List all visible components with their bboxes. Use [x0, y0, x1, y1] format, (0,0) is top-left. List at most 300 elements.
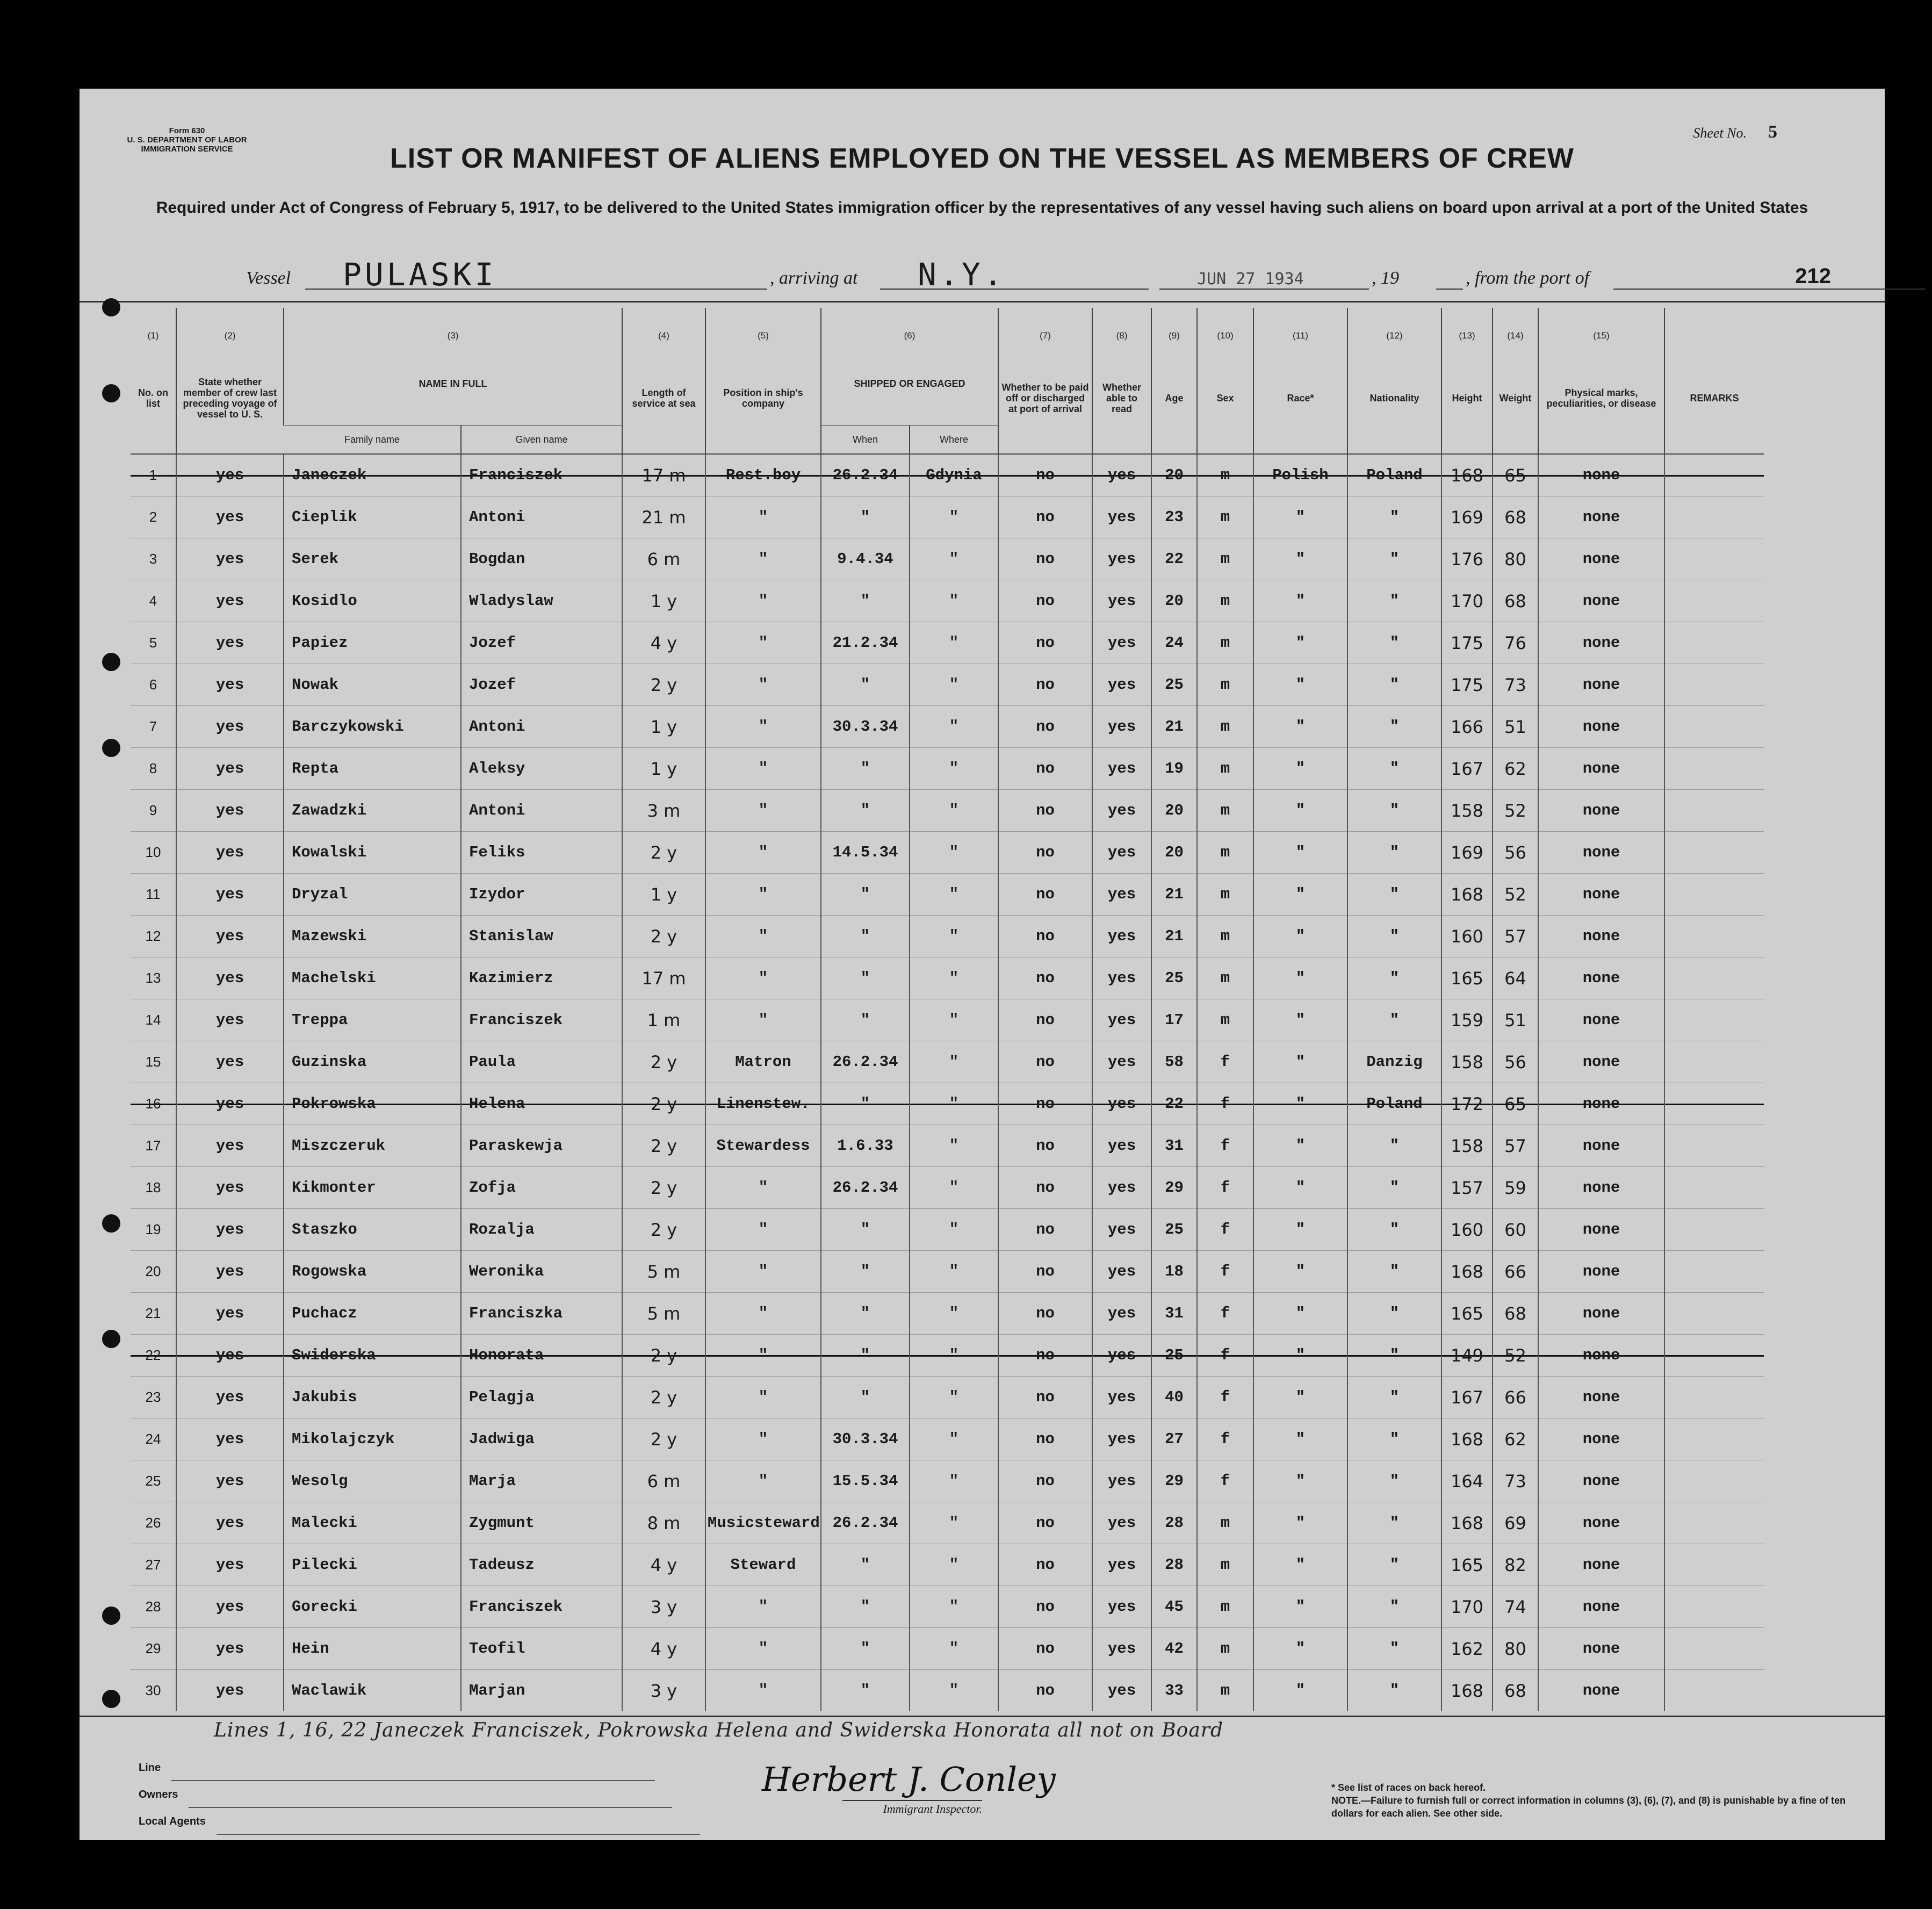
- length-of-service-cell: 3 m: [622, 790, 705, 832]
- paid-off-cell: no: [998, 1377, 1092, 1418]
- nationality-cell: ": [1347, 1335, 1441, 1377]
- sex-cell: f: [1197, 1418, 1253, 1460]
- agents-label: Local Agents: [139, 1816, 206, 1827]
- position-cell: Steward: [705, 1544, 821, 1586]
- nationality-cell: ": [1347, 1377, 1441, 1418]
- race-cell: ": [1253, 1544, 1347, 1586]
- row-number-cell: 14: [131, 999, 176, 1041]
- age-cell: 29: [1151, 1167, 1197, 1209]
- height-cell: 169: [1441, 496, 1493, 538]
- age-cell: 21: [1151, 916, 1197, 957]
- given-name-cell: Stanislaw: [461, 916, 622, 957]
- weight-cell: 65: [1493, 1083, 1538, 1125]
- date-stamp: JUN 27 1934: [1197, 270, 1304, 289]
- physical-marks-cell: none: [1538, 454, 1664, 496]
- shipped-where-cell: ": [910, 622, 998, 664]
- position-cell: ": [705, 999, 821, 1041]
- punch-hole: [102, 1214, 120, 1233]
- table-row: [131, 454, 1764, 496]
- agents-field: [139, 1808, 700, 1835]
- table-row: [131, 1293, 1764, 1335]
- sex-cell: m: [1197, 664, 1253, 706]
- weight-cell: 80: [1493, 538, 1538, 580]
- row-number-cell: 20: [131, 1251, 176, 1293]
- able-to-read-cell: yes: [1092, 454, 1151, 496]
- physical-marks-cell: none: [1538, 706, 1664, 748]
- height-cell: 162: [1441, 1628, 1493, 1670]
- remarks-cell: [1664, 957, 1764, 999]
- shipped-where-cell: ": [910, 706, 998, 748]
- shipped-where-cell: ": [910, 916, 998, 957]
- header-race: Race*: [1253, 342, 1347, 454]
- header-weight: Weight: [1493, 342, 1538, 454]
- physical-marks-cell: none: [1538, 748, 1664, 790]
- shipped-where-cell: ": [910, 1083, 998, 1125]
- shipped-where-cell: ": [910, 1544, 998, 1586]
- shipped-where-cell: ": [910, 1502, 998, 1544]
- col-num-2: (2): [176, 308, 284, 342]
- position-cell: ": [705, 790, 821, 832]
- remarks-cell: [1664, 1209, 1764, 1251]
- family-name-cell: Guzinska: [284, 1041, 461, 1083]
- position-cell: ": [705, 706, 821, 748]
- sex-cell: f: [1197, 1167, 1253, 1209]
- sex-cell: f: [1197, 1293, 1253, 1335]
- paid-off-cell: no: [998, 1293, 1092, 1335]
- nationality-cell: ": [1347, 1502, 1441, 1544]
- physical-marks-cell: none: [1538, 1251, 1664, 1293]
- col-num-13: (13): [1441, 308, 1493, 342]
- sheet-number: [1693, 122, 1777, 142]
- age-cell: 23: [1151, 496, 1197, 538]
- shipped-where-cell: ": [910, 1335, 998, 1377]
- length-of-service-cell: 2 y: [622, 664, 705, 706]
- race-cell: ": [1253, 748, 1347, 790]
- age-cell: 58: [1151, 1041, 1197, 1083]
- paid-off-cell: no: [998, 622, 1092, 664]
- height-cell: 170: [1441, 580, 1493, 622]
- owners-field: [139, 1781, 700, 1808]
- length-of-service-cell: 17 m: [622, 957, 705, 999]
- nationality-cell: ": [1347, 1460, 1441, 1502]
- height-cell: 165: [1441, 957, 1493, 999]
- weight-cell: 80: [1493, 1628, 1538, 1670]
- column-header-row: [131, 342, 1764, 426]
- race-cell: ": [1253, 1293, 1347, 1335]
- physical-marks-cell: none: [1538, 1377, 1664, 1418]
- given-name-cell: Aleksy: [461, 748, 622, 790]
- nationality-cell: ": [1347, 999, 1441, 1041]
- crew-status-cell: yes: [176, 957, 284, 999]
- race-cell: ": [1253, 874, 1347, 916]
- position-cell: ": [705, 538, 821, 580]
- shipped-when-cell: ": [821, 1083, 910, 1125]
- physical-marks-cell: none: [1538, 1125, 1664, 1167]
- shipped-when-cell: ": [821, 580, 910, 622]
- family-name-cell: Kosidlo: [284, 580, 461, 622]
- position-cell: ": [705, 832, 821, 874]
- weight-cell: 64: [1493, 957, 1538, 999]
- table-row: [131, 790, 1764, 832]
- row-number-cell: 9: [131, 790, 176, 832]
- weight-cell: 59: [1493, 1167, 1538, 1209]
- position-cell: ": [705, 1418, 821, 1460]
- physical-marks-cell: none: [1538, 1502, 1664, 1544]
- line-label: Line: [139, 1762, 161, 1774]
- race-cell: ": [1253, 1586, 1347, 1628]
- row-number-cell: 18: [131, 1167, 176, 1209]
- sex-cell: m: [1197, 1502, 1253, 1544]
- sex-cell: m: [1197, 790, 1253, 832]
- height-cell: 168: [1441, 454, 1493, 496]
- race-cell: ": [1253, 622, 1347, 664]
- physical-marks-cell: none: [1538, 1083, 1664, 1125]
- able-to-read-cell: yes: [1092, 1544, 1151, 1586]
- paid-off-cell: no: [998, 1418, 1092, 1460]
- able-to-read-cell: yes: [1092, 1335, 1151, 1377]
- manifest-sheet: [80, 89, 1885, 1840]
- able-to-read-cell: yes: [1092, 999, 1151, 1041]
- age-cell: 31: [1151, 1293, 1197, 1335]
- given-name-cell: Pelagja: [461, 1377, 622, 1418]
- col-num-7: (7): [998, 308, 1092, 342]
- family-name-cell: Repta: [284, 748, 461, 790]
- given-name-cell: Jozef: [461, 664, 622, 706]
- paid-off-cell: no: [998, 580, 1092, 622]
- col-num-10: (10): [1197, 308, 1253, 342]
- nationality-cell: ": [1347, 874, 1441, 916]
- height-cell: 175: [1441, 622, 1493, 664]
- shipped-when-cell: ": [821, 957, 910, 999]
- family-name-cell: Malecki: [284, 1502, 461, 1544]
- crew-status-cell: yes: [176, 790, 284, 832]
- age-cell: 25: [1151, 1209, 1197, 1251]
- table-row: [131, 832, 1764, 874]
- nationality-cell: ": [1347, 706, 1441, 748]
- table-row: [131, 580, 1764, 622]
- nationality-cell: ": [1347, 538, 1441, 580]
- weight-cell: 62: [1493, 1418, 1538, 1460]
- sex-cell: m: [1197, 1670, 1253, 1712]
- header-where: Where: [910, 426, 998, 455]
- race-cell: ": [1253, 706, 1347, 748]
- table-row: [131, 1460, 1764, 1502]
- physical-marks-cell: none: [1538, 790, 1664, 832]
- paid-off-cell: no: [998, 1083, 1092, 1125]
- crew-status-cell: yes: [176, 832, 284, 874]
- shipped-where-cell: ": [910, 1418, 998, 1460]
- race-cell: ": [1253, 1670, 1347, 1712]
- height-cell: 157: [1441, 1167, 1493, 1209]
- length-of-service-cell: 1 m: [622, 999, 705, 1041]
- race-cell: ": [1253, 832, 1347, 874]
- able-to-read-cell: yes: [1092, 706, 1151, 748]
- weight-cell: 51: [1493, 999, 1538, 1041]
- crew-status-cell: yes: [176, 1125, 284, 1167]
- paid-off-cell: no: [998, 832, 1092, 874]
- row-number-cell: 28: [131, 1586, 176, 1628]
- weight-cell: 60: [1493, 1209, 1538, 1251]
- remarks-cell: [1664, 1502, 1764, 1544]
- sex-cell: m: [1197, 454, 1253, 496]
- weight-cell: 66: [1493, 1377, 1538, 1418]
- position-cell: ": [705, 1251, 821, 1293]
- remarks-cell: [1664, 1377, 1764, 1418]
- column-number-row: [131, 308, 1764, 342]
- shipped-when-cell: 30.3.34: [821, 706, 910, 748]
- nationality-cell: ": [1347, 916, 1441, 957]
- crew-status-cell: yes: [176, 496, 284, 538]
- remarks-cell: [1664, 1167, 1764, 1209]
- position-cell: Matron: [705, 1041, 821, 1083]
- paid-off-cell: no: [998, 790, 1092, 832]
- sex-cell: m: [1197, 580, 1253, 622]
- able-to-read-cell: yes: [1092, 496, 1151, 538]
- row-number-cell: 13: [131, 957, 176, 999]
- given-name-cell: Bogdan: [461, 538, 622, 580]
- given-name-cell: Franciszek: [461, 999, 622, 1041]
- position-cell: Rest.boy: [705, 454, 821, 496]
- age-cell: 20: [1151, 832, 1197, 874]
- shipped-where-cell: ": [910, 1125, 998, 1167]
- row-number-cell: 22: [131, 1335, 176, 1377]
- remarks-cell: [1664, 1670, 1764, 1712]
- shipped-where-cell: ": [910, 580, 998, 622]
- family-name-cell: Swiderska: [284, 1335, 461, 1377]
- shipped-where-cell: ": [910, 538, 998, 580]
- nationality-cell: ": [1347, 496, 1441, 538]
- age-cell: 19: [1151, 748, 1197, 790]
- crew-status-cell: yes: [176, 664, 284, 706]
- row-number-cell: 23: [131, 1377, 176, 1418]
- physical-marks-cell: none: [1538, 1628, 1664, 1670]
- shipped-where-cell: ": [910, 1293, 998, 1335]
- row-number-cell: 3: [131, 538, 176, 580]
- race-cell: ": [1253, 999, 1347, 1041]
- punch-hole: [102, 739, 120, 757]
- row-number-cell: 7: [131, 706, 176, 748]
- nationality-cell: ": [1347, 1418, 1441, 1460]
- inspector-signature: Herbert J. Conley: [762, 1760, 1056, 1799]
- sex-cell: m: [1197, 706, 1253, 748]
- position-cell: ": [705, 874, 821, 916]
- col-num-1: (1): [147, 330, 159, 341]
- length-of-service-cell: 6 m: [622, 538, 705, 580]
- race-cell: ": [1253, 916, 1347, 957]
- col-num-9: (9): [1151, 308, 1197, 342]
- height-cell: 168: [1441, 1418, 1493, 1460]
- owners-label: Owners: [139, 1789, 178, 1800]
- footer-notes: [1331, 1781, 1847, 1820]
- shipped-when-cell: 26.2.34: [821, 1167, 910, 1209]
- physical-marks-cell: none: [1538, 1209, 1664, 1251]
- paid-off-cell: no: [998, 1209, 1092, 1251]
- able-to-read-cell: yes: [1092, 1628, 1151, 1670]
- crew-status-cell: yes: [176, 1083, 284, 1125]
- paid-off-cell: no: [998, 538, 1092, 580]
- able-to-read-cell: yes: [1092, 622, 1151, 664]
- given-name-cell: Franciszka: [461, 1293, 622, 1335]
- position-cell: ": [705, 1209, 821, 1251]
- shipped-when-cell: ": [821, 916, 910, 957]
- sex-cell: f: [1197, 1377, 1253, 1418]
- header-position: Position in ship's company: [705, 342, 821, 454]
- able-to-read-cell: yes: [1092, 874, 1151, 916]
- remarks-cell: [1664, 496, 1764, 538]
- sex-cell: f: [1197, 1041, 1253, 1083]
- physical-marks-cell: none: [1538, 664, 1664, 706]
- punch-hole: [102, 1607, 120, 1625]
- row-number-cell: 6: [131, 664, 176, 706]
- height-cell: 168: [1441, 1502, 1493, 1544]
- race-cell: ": [1253, 790, 1347, 832]
- shipped-when-cell: ": [821, 999, 910, 1041]
- family-name-cell: Papiez: [284, 622, 461, 664]
- race-cell: ": [1253, 496, 1347, 538]
- age-cell: 25: [1151, 664, 1197, 706]
- remarks-cell: [1664, 1628, 1764, 1670]
- row-number-cell: 24: [131, 1418, 176, 1460]
- position-cell: ": [705, 1628, 821, 1670]
- header-shipped-or-engaged: SHIPPED OR ENGAGED: [821, 342, 998, 426]
- crew-status-cell: yes: [176, 706, 284, 748]
- row-number-cell: 12: [131, 916, 176, 957]
- family-name-cell: Mazewski: [284, 916, 461, 957]
- crew-status-cell: yes: [176, 1418, 284, 1460]
- position-cell: ": [705, 622, 821, 664]
- given-name-cell: Kazimierz: [461, 957, 622, 999]
- family-name-cell: Gorecki: [284, 1586, 461, 1628]
- position-cell: ": [705, 748, 821, 790]
- table-row: [131, 1670, 1764, 1712]
- age-cell: 20: [1151, 790, 1197, 832]
- paid-off-cell: no: [998, 1586, 1092, 1628]
- vessel-name: PULASKI: [343, 256, 497, 293]
- age-cell: 21: [1151, 706, 1197, 748]
- nationality-cell: ": [1347, 1209, 1441, 1251]
- length-of-service-cell: 2 y: [622, 1209, 705, 1251]
- physical-marks-cell: none: [1538, 1335, 1664, 1377]
- table-row: [131, 1586, 1764, 1628]
- header-nationality: Nationality: [1347, 342, 1441, 454]
- able-to-read-cell: yes: [1092, 1041, 1151, 1083]
- family-name-cell: Janeczek: [284, 454, 461, 496]
- position-cell: Musicsteward: [705, 1502, 821, 1544]
- height-cell: 165: [1441, 1293, 1493, 1335]
- family-name-cell: Pokrowska: [284, 1083, 461, 1125]
- position-cell: ": [705, 1460, 821, 1502]
- table-row: [131, 1083, 1764, 1125]
- line-field: [139, 1754, 700, 1781]
- family-name-cell: Rogowska: [284, 1251, 461, 1293]
- col-num-11: (11): [1253, 308, 1347, 342]
- shipped-where-cell: ": [910, 1460, 998, 1502]
- remarks-cell: [1664, 874, 1764, 916]
- table-row: [131, 664, 1764, 706]
- nationality-cell: ": [1347, 1670, 1441, 1712]
- given-name-cell: Franciszek: [461, 454, 622, 496]
- weight-cell: 68: [1493, 580, 1538, 622]
- nationality-cell: ": [1347, 622, 1441, 664]
- punch-hole: [102, 1690, 120, 1708]
- length-of-service-cell: 2 y: [622, 916, 705, 957]
- shipped-when-cell: 15.5.34: [821, 1460, 910, 1502]
- position-cell: ": [705, 1335, 821, 1377]
- paid-off-cell: no: [998, 874, 1092, 916]
- sex-cell: f: [1197, 1209, 1253, 1251]
- table-row: [131, 999, 1764, 1041]
- nationality-cell: ": [1347, 790, 1441, 832]
- race-cell: ": [1253, 957, 1347, 999]
- shipped-where-cell: ": [910, 1670, 998, 1712]
- race-cell: ": [1253, 1125, 1347, 1167]
- header-paid-off: Whether to be paid off or discharged at port of arrival: [998, 342, 1092, 454]
- remarks-cell: [1664, 1251, 1764, 1293]
- header-name-in-full: NAME IN FULL: [284, 342, 622, 426]
- family-name-cell: Wesolg: [284, 1460, 461, 1502]
- family-name-cell: Machelski: [284, 957, 461, 999]
- physical-marks-cell: none: [1538, 1418, 1664, 1460]
- table-row: [131, 1125, 1764, 1167]
- family-name-cell: Dryzal: [284, 874, 461, 916]
- given-name-cell: Antoni: [461, 706, 622, 748]
- shipped-where-cell: ": [910, 790, 998, 832]
- able-to-read-cell: yes: [1092, 1377, 1151, 1418]
- remarks-cell: [1664, 1586, 1764, 1628]
- given-name-cell: Jozef: [461, 622, 622, 664]
- height-cell: 167: [1441, 748, 1493, 790]
- given-name-cell: Franciszek: [461, 1586, 622, 1628]
- shipped-where-cell: ": [910, 496, 998, 538]
- header-crew-status: State whether member of crew last preceding voyage of vessel to U. S.: [176, 342, 284, 454]
- table-row: [131, 1251, 1764, 1293]
- table-row: [131, 622, 1764, 664]
- paid-off-cell: no: [998, 1041, 1092, 1083]
- position-cell: ": [705, 1670, 821, 1712]
- family-name-cell: Treppa: [284, 999, 461, 1041]
- shipped-when-cell: ": [821, 874, 910, 916]
- row-number-cell: 21: [131, 1293, 176, 1335]
- age-cell: 25: [1151, 1335, 1197, 1377]
- length-of-service-cell: 4 y: [622, 622, 705, 664]
- sex-cell: f: [1197, 1460, 1253, 1502]
- row-number-cell: 5: [131, 622, 176, 664]
- shipped-where-cell: ": [910, 748, 998, 790]
- crew-status-cell: yes: [176, 748, 284, 790]
- agents-underline: [217, 1821, 700, 1835]
- nationality-cell: ": [1347, 580, 1441, 622]
- remarks-cell: [1664, 1544, 1764, 1586]
- able-to-read-cell: yes: [1092, 1251, 1151, 1293]
- table-row: [131, 1167, 1764, 1209]
- given-name-cell: Feliks: [461, 832, 622, 874]
- age-cell: 20: [1151, 580, 1197, 622]
- height-cell: 175: [1441, 664, 1493, 706]
- remarks-cell: [1664, 1418, 1764, 1460]
- remarks-cell: [1664, 664, 1764, 706]
- weight-cell: 68: [1493, 1670, 1538, 1712]
- row-number-cell: 1: [131, 454, 176, 496]
- shipped-when-cell: ": [821, 748, 910, 790]
- able-to-read-cell: yes: [1092, 1460, 1151, 1502]
- row-number-cell: 2: [131, 496, 176, 538]
- given-name-cell: Zofja: [461, 1167, 622, 1209]
- paid-off-cell: no: [998, 1125, 1092, 1167]
- paid-off-cell: no: [998, 916, 1092, 957]
- age-cell: 17: [1151, 999, 1197, 1041]
- weight-cell: 52: [1493, 1335, 1538, 1377]
- height-cell: 160: [1441, 916, 1493, 957]
